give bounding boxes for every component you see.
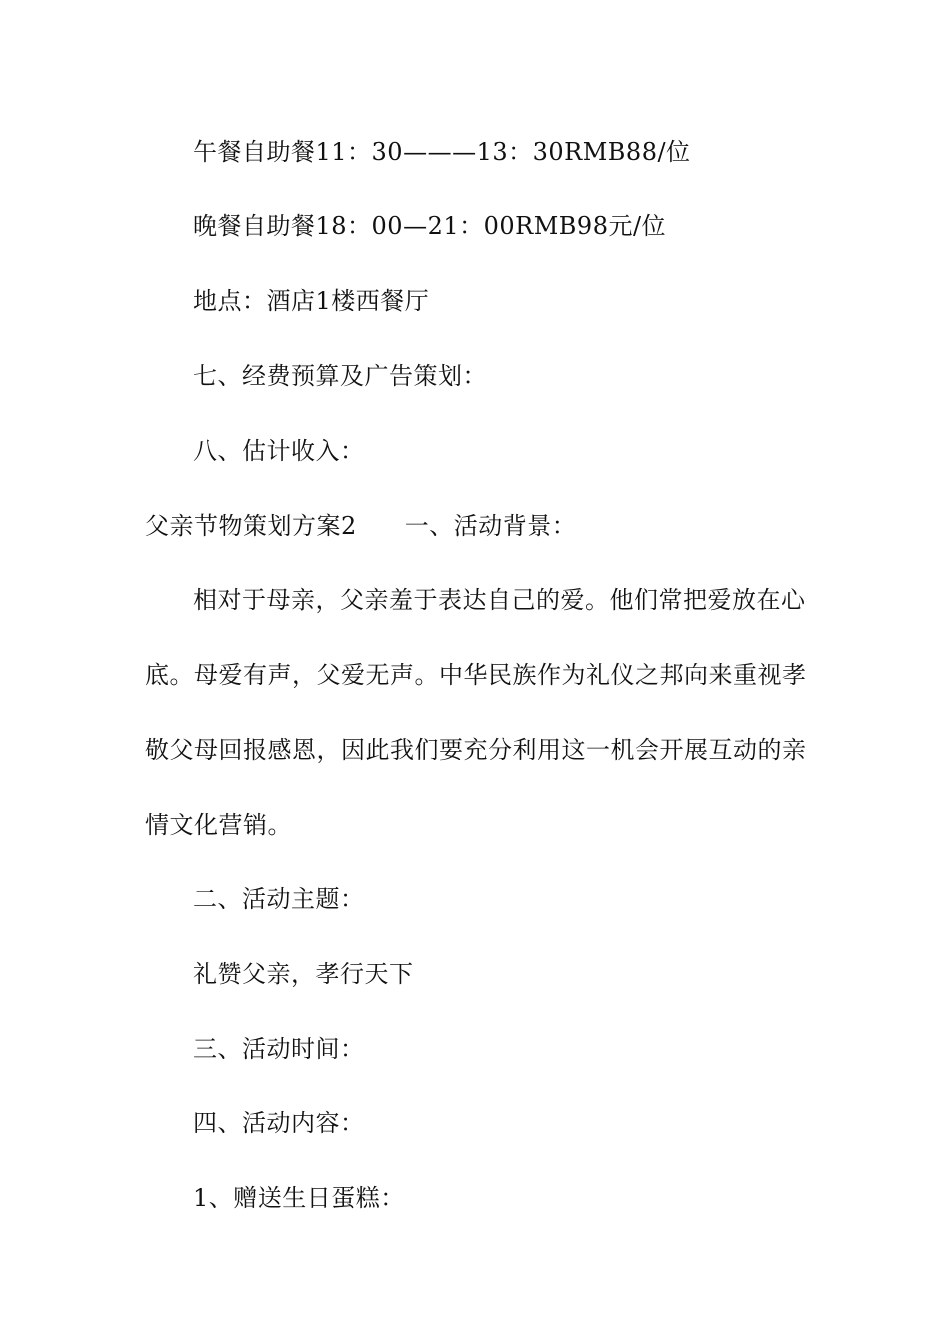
background-paragraph-line-4: 情文化营销。 [145, 811, 292, 839]
section-seven-heading: 七、经费预算及广告策划： [193, 362, 487, 390]
section-eight-heading: 八、估计收入： [193, 437, 365, 465]
content-heading: 四、活动内容： [193, 1109, 365, 1137]
cake-item-heading: 1、赠送生日蛋糕： [193, 1184, 405, 1212]
background-heading: 一、活动背景： [404, 512, 577, 540]
theme-heading: 二、活动主题： [193, 885, 365, 913]
dinner-buffet-line: 晚餐自助餐18：00—21：00RMB98元/位 [193, 212, 667, 240]
time-heading: 三、活动时间： [193, 1035, 365, 1063]
theme-text: 礼赞父亲，孝行天下 [193, 960, 414, 988]
plan-title: 父亲节物策划方案2 [145, 512, 357, 540]
background-paragraph-line-3: 敬父母回报感恩，因此我们要充分利用这一机会开展互动的亲 [145, 736, 807, 764]
plan-title-line [145, 510, 576, 542]
background-paragraph-line-2: 底。母爱有声，父爱无声。中华民族作为礼仪之邦向来重视孝 [145, 661, 807, 689]
lunch-buffet-line: 午餐自助餐11：30———13：30RMB88/位 [193, 138, 691, 166]
location-line: 地点：酒店1楼西餐厅 [193, 287, 430, 315]
background-paragraph-line-1: 相对于母亲，父亲羞于表达自己的爱。他们常把爱放在心 [193, 586, 806, 614]
